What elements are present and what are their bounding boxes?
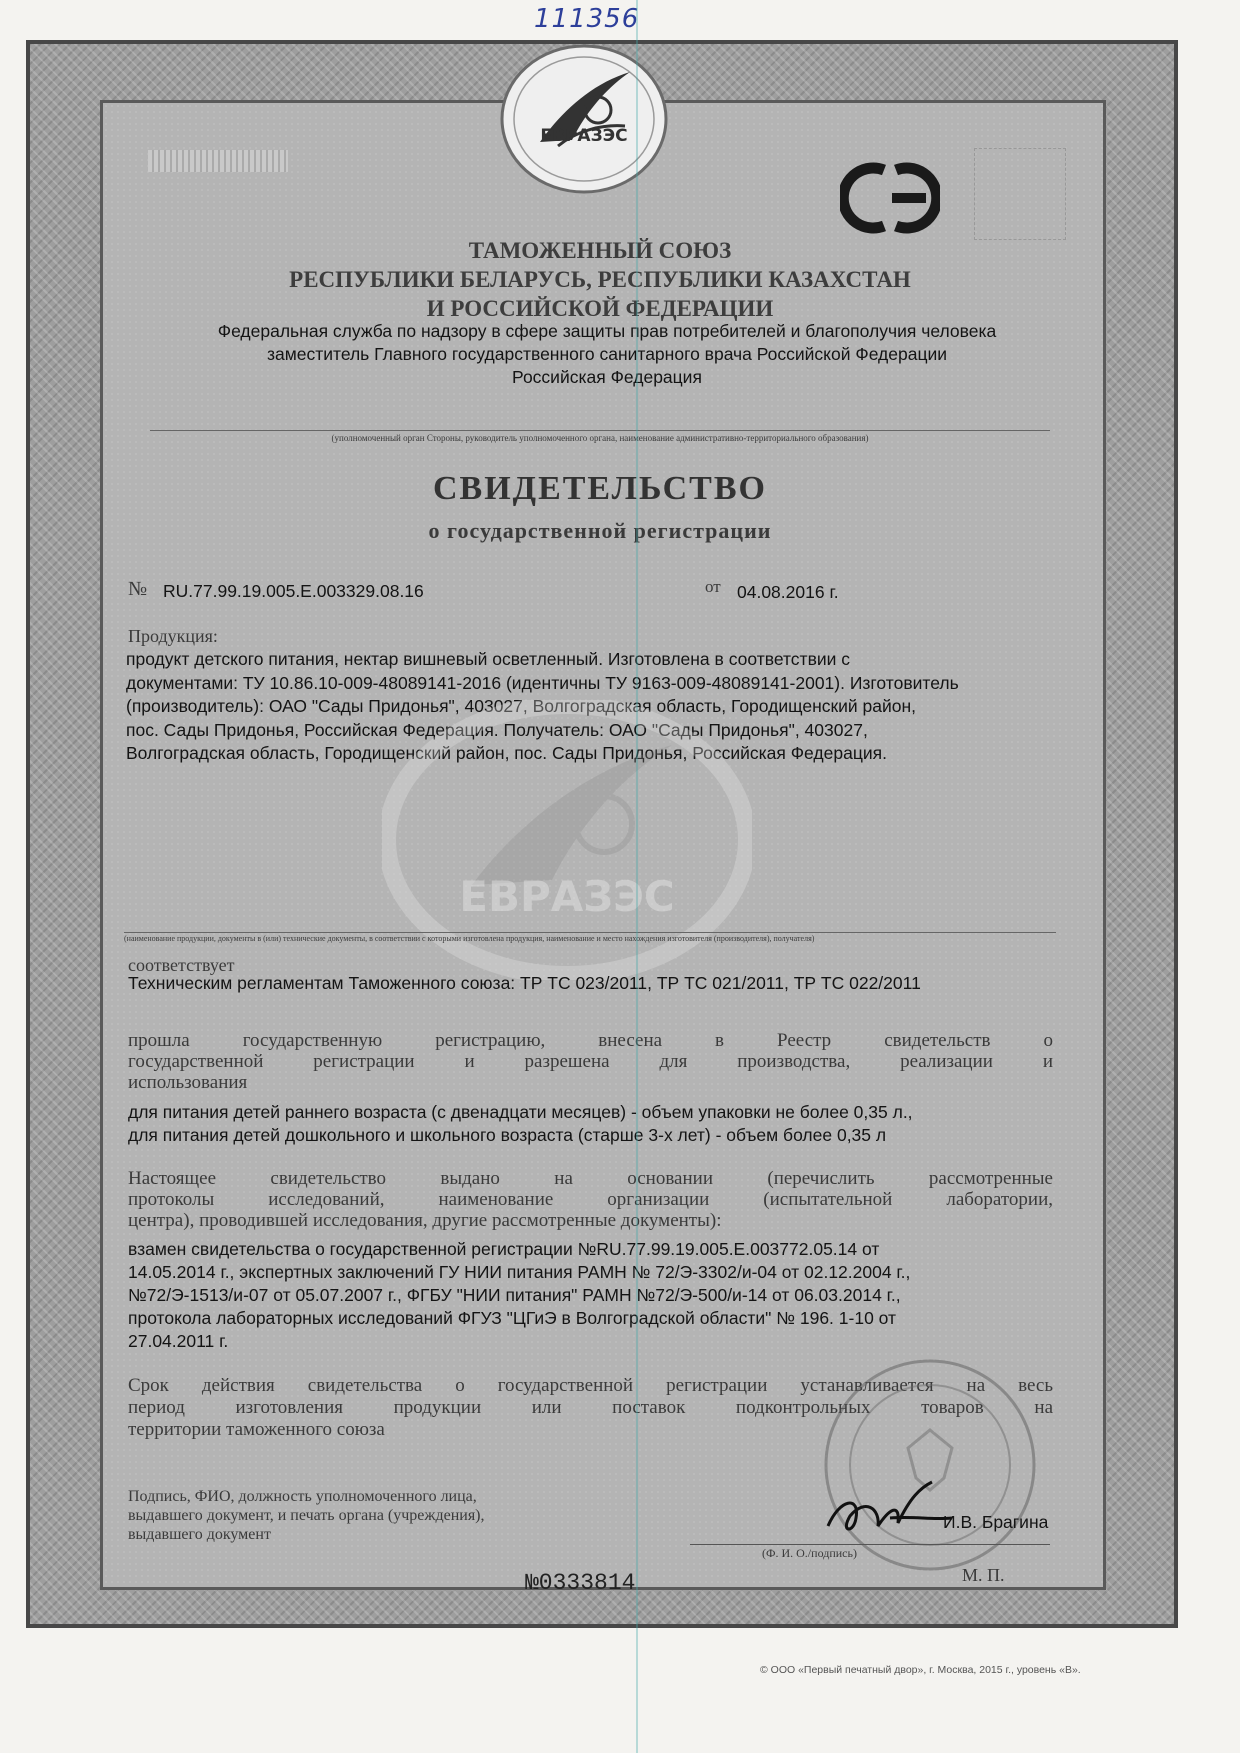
authority-line-2: заместитель Главного государственного санитарного врача Российской Федерации bbox=[266, 344, 948, 364]
basis-line: взамен свидетельства о государственной регистрации №RU.77.99.19.005.Е.003772.05.14 от bbox=[128, 1239, 880, 1259]
watermark-text: ЕВРАЗЭС bbox=[459, 872, 675, 921]
authority-caption: (уполномоченный орган Стороны, руководитель уполномоченного органа, наименование административно-территориального образования) bbox=[150, 430, 1050, 443]
product-line: документами: ТУ 10.86.10-009-48089141-2016 (идентичны ТУ 9163-009-48089141-2001). Изготовитель bbox=[126, 672, 959, 693]
conforms-label: соответствует bbox=[128, 955, 235, 975]
handwritten-number: 111356 bbox=[534, 4, 640, 34]
usage-line: для питания детей дошкольного и школьного возраста (старше 3-х лет) - объем более 0,35 л bbox=[128, 1125, 887, 1145]
usage-line: для питания детей раннего возраста (с двенадцати месяцев) - объем упаковки не более 0,35 л., bbox=[128, 1102, 913, 1122]
security-strip bbox=[148, 150, 288, 172]
conformity-mark bbox=[840, 158, 940, 238]
signature-label bbox=[128, 1487, 648, 1544]
basis-line: протокола лабораторных исследований ФГУЗ "ЦГиЭ в Волгоградской области" № 196. 1-10 от bbox=[128, 1308, 897, 1328]
authority-block bbox=[112, 320, 1102, 389]
validity-line: Срок действия свидетельства о государственной регистрации устанавливается на весь bbox=[128, 1375, 1053, 1396]
handwritten-signature bbox=[820, 1478, 960, 1548]
eac-se-mark-icon bbox=[840, 158, 940, 238]
printer-note: © ООО «Первый печатный двор», г. Москва, 2015 г., уровень «В». bbox=[760, 1664, 1081, 1676]
basis-label-line: центра), проводившей исследования, другие рассмотренные документы): bbox=[128, 1210, 722, 1231]
scan-line-artifact bbox=[636, 0, 638, 1753]
basis-line: 14.05.2014 г., экспертных заключений ГУ НИИ питания РАМН № 72/Э-3302/и-04 от 02.12.2004 г., bbox=[128, 1262, 911, 1282]
product-label: Продукция: bbox=[128, 626, 218, 646]
basis-label-line: протоколы исследований, наименование организации (испытательной лаборатории, bbox=[128, 1189, 1053, 1210]
date-label: от bbox=[705, 577, 721, 596]
signature-label-line: Подпись, ФИО, должность уполномоченного лица, bbox=[128, 1488, 477, 1505]
authority-line-1: Федеральная служба по надзору в сфере защиты прав потребителей и благополучия человека bbox=[217, 321, 997, 341]
registration-line: использования bbox=[128, 1072, 248, 1093]
product-line: (производитель): ОАО "Сады Придонья", 403027, Волгоградская область, Городищенский район, bbox=[126, 696, 917, 716]
hologram-area bbox=[974, 148, 1066, 240]
document-title: СВИДЕТЕЛЬСТВО bbox=[433, 470, 767, 507]
header-line-1: ТАМОЖЕННЫЙ СОЮЗ bbox=[468, 238, 732, 263]
signature-scribble-icon bbox=[820, 1478, 960, 1548]
basis-label bbox=[128, 1168, 1053, 1231]
signature-line bbox=[690, 1544, 1050, 1545]
basis-label-line: Настоящее свидетельство выдано на основании (перечислить рассмотренные bbox=[128, 1168, 1053, 1189]
registration-line: прошла государственную регистрацию, внесена в Реестр свидетельств о bbox=[128, 1030, 1053, 1051]
seal-label: М. П. bbox=[962, 1565, 1005, 1585]
registration-line: государственной регистрации и разрешена для производства, реализации и bbox=[128, 1051, 1053, 1072]
product-line: Волгоградская область, Городищенский район, пос. Сады Придонья, Российская Федерация. bbox=[126, 743, 887, 763]
eurasec-emblem-icon bbox=[500, 44, 668, 194]
authority-line-3: Российская Федерация bbox=[512, 367, 702, 387]
signature-label-line: выдавшего документ, и печать органа (учреждения), bbox=[128, 1507, 485, 1524]
product-line: пос. Сады Придонья, Российская Федерация. Получатель: ОАО "Сады Придонья", 403027, bbox=[126, 719, 868, 740]
issue-date: 04.08.2016 г. bbox=[737, 582, 839, 602]
basis-documents bbox=[128, 1238, 1088, 1353]
eurasec-emblem bbox=[500, 44, 668, 194]
technical-regulations: Техническим регламентам Таможенного союза: ТР ТС 023/2011, ТР ТС 021/2011, ТР ТС 022/2011 bbox=[128, 973, 921, 993]
header-line-2: РЕСПУБЛИКИ БЕЛАРУСЬ, РЕСПУБЛИКИ КАЗАХСТАН bbox=[289, 267, 911, 292]
registration-statement bbox=[128, 1030, 1053, 1093]
basis-line: №72/Э-1513/и-07 от 05.07.2007 г., ФГБУ "НИИ питания" РАМН №72/Э-500/и-14 от 06.03.2014 г., bbox=[128, 1285, 901, 1305]
validity-line: территории таможенного союза bbox=[128, 1419, 385, 1440]
certificate-number: RU.77.99.19.005.Е.003329.08.16 bbox=[163, 581, 424, 601]
product-caption: (наименование продукции, документы в (или) технические документы, в соответствии с которыми изготовлена продукция, наименование и место нахождения изготовителя (производителя), получателя) bbox=[124, 932, 1056, 943]
signature-label-line: выдавшего документ bbox=[128, 1526, 271, 1543]
signer-name: И.В. Брагина bbox=[943, 1512, 1049, 1532]
number-label: № bbox=[128, 578, 148, 600]
usage-conditions bbox=[128, 1101, 1088, 1147]
document-subtitle: о государственной регистрации bbox=[428, 518, 772, 543]
basis-line: 27.04.2011 г. bbox=[128, 1331, 229, 1351]
header-block bbox=[120, 236, 1080, 323]
emblem-text: ЕВРАЗЭС bbox=[540, 126, 628, 146]
form-number: №0333814 bbox=[525, 1570, 636, 1596]
validity-line: период изготовления продукции или поставок подконтрольных товаров на bbox=[128, 1397, 1053, 1418]
product-line: продукт детского питания, нектар вишневый осветленный. Изготовлена в соответствии с bbox=[126, 649, 851, 669]
signature-caption: (Ф. И. О./подпись) bbox=[762, 1546, 857, 1560]
header-line-3: И РОССИЙСКОЙ ФЕДЕРАЦИИ bbox=[426, 296, 774, 321]
